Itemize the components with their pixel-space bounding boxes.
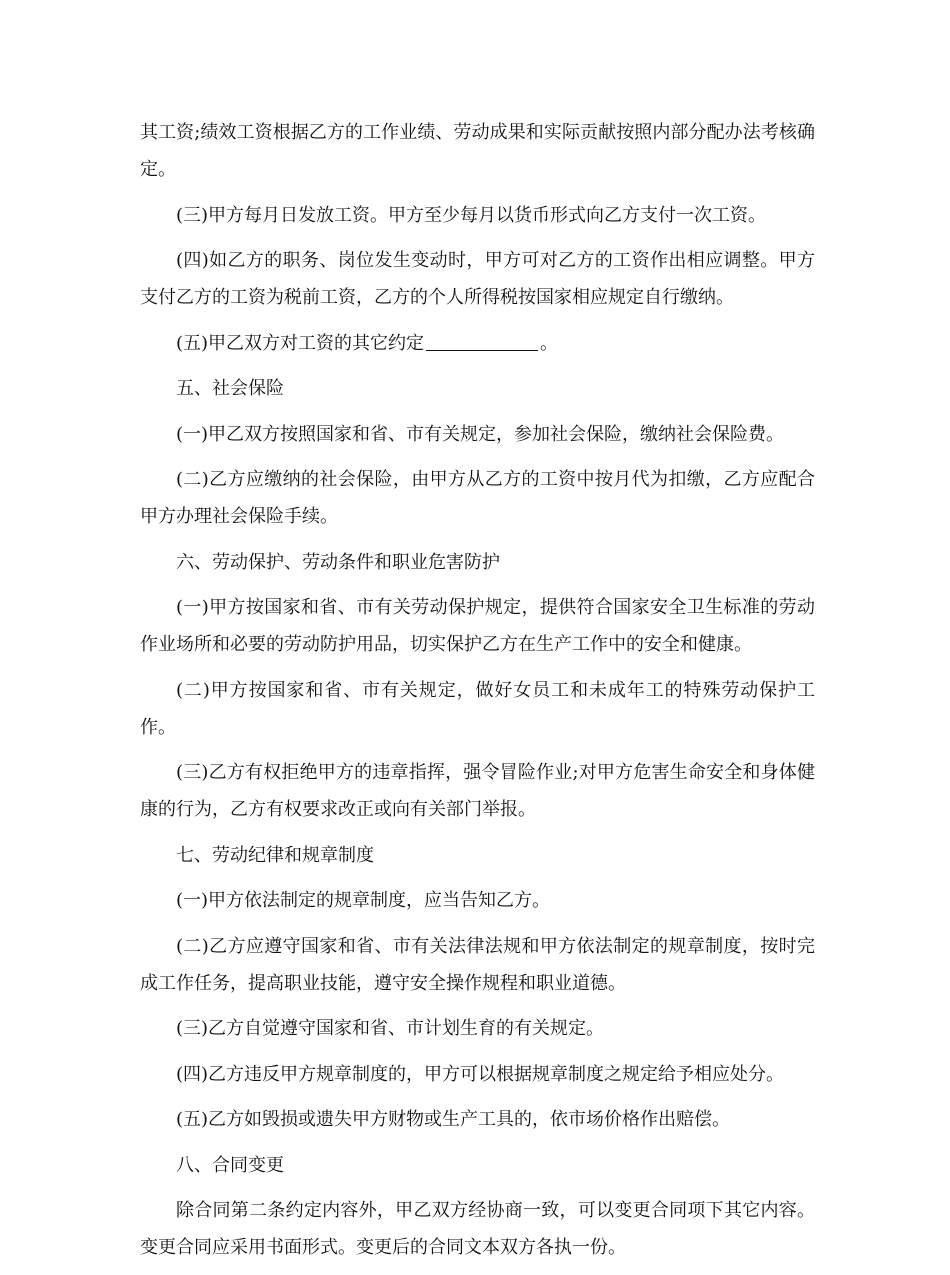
document-body — [140, 114, 815, 1275]
paragraph-10: (二)甲方按国家和省、市有关规定，做好女员工和未成年工的特殊劳动保护工作。 — [140, 679, 815, 738]
paragraph-16: (四)乙方违反甲方规章制度的，甲方可以根据规章制度之规定给予相应处分。 — [176, 1063, 785, 1085]
paragraph-11: (三)乙方有权拒绝甲方的违章指挥，强令冒险作业;对甲方危害生命安全和身体健康的行为，乙方有权要求改正或向有关部门举报。 — [140, 762, 815, 820]
paragraph-4-end: 。 — [540, 332, 559, 354]
paragraph-6: (一)甲乙双方按照国家和省、市有关规定，参加社会保险，缴纳社会保险费。 — [176, 423, 785, 445]
paragraph-9: (一)甲方按国家和省、市有关劳动保护规定，提供符合国家安全卫生标准的劳动作业场所和必要的劳动防护用品，切实保护乙方在生产工作中的安全和健康。 — [140, 597, 815, 655]
section-heading-labor-discipline: 七、劳动纪律和规章制度 — [176, 844, 374, 866]
paragraph-1: 其工资;绩效工资根据乙方的工作业绩、劳动成果和实际贡献按照内部分配办法考核确定。 — [140, 122, 815, 180]
paragraph-15: (三)乙方自觉遵守国家和省、市计划生育的有关规定。 — [176, 1018, 605, 1039]
paragraph-3: (四)如乙方的职务、岗位发生变动时，甲方可对乙方的工资作出相应调整。甲方支付乙方的工资为税前工资，乙方的个人所得税按国家相应规定自行缴纳。 — [140, 250, 815, 308]
paragraph-14: (二)乙方应遵守国家和省、市有关法律法规和甲方依法制定的规章制度，按时完成工作任务，提高职业技能，遵守安全操作规程和职业道德。 — [140, 935, 815, 994]
paragraph-19: 除合同第二条约定内容外，甲乙双方经协商一致，可以变更合同项下其它内容。变更合同应采用书面形式。变更后的合同文本双方各执一份。 — [140, 1200, 815, 1258]
paragraph-2: (三)甲方每月日发放工资。甲方至少每月以货币形式向乙方支付一次工资。 — [176, 204, 767, 226]
section-heading-contract-change: 八、合同变更 — [176, 1154, 284, 1176]
fill-in-blank — [426, 332, 538, 351]
paragraph-7: (二)乙方应缴纳的社会保险，由甲方从乙方的工资中按月代为扣缴，乙方应配合甲方办理社会保险手续。 — [140, 469, 815, 527]
section-heading-social-insurance: 五、社会保险 — [176, 378, 284, 399]
paragraph-4 — [140, 325, 815, 362]
section-heading-labor-protection: 六、劳动保护、劳动条件和职业危害防护 — [176, 551, 500, 573]
paragraph-4-text: (五)甲乙双方对工资的其它约定 — [176, 332, 425, 354]
paragraph-13: (一)甲方依法制定的规章制度，应当告知乙方。 — [176, 890, 551, 911]
paragraph-17: (五)乙方如毁损或遗失甲方财物或生产工具的，依市场价格作出赔偿。 — [176, 1109, 731, 1130]
